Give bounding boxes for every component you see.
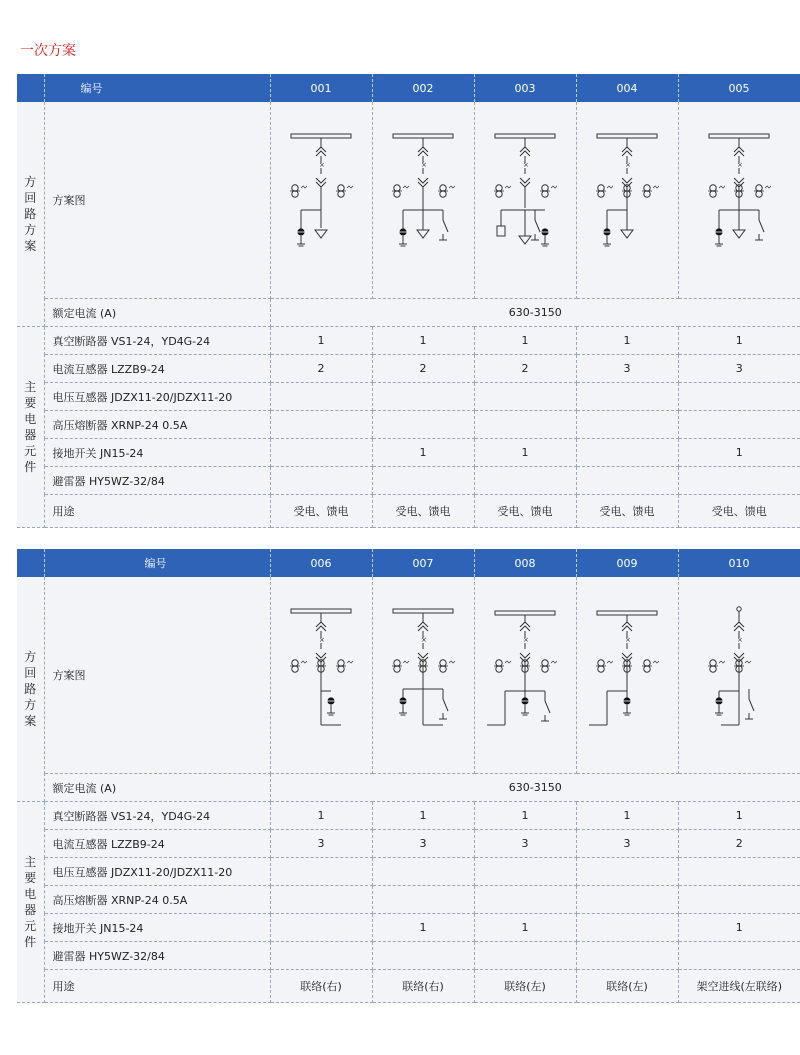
component-qty <box>270 942 372 970</box>
component-qty <box>576 858 678 886</box>
component-row <box>17 942 800 970</box>
scheme-code: 003 <box>474 74 576 102</box>
svg-text:×: × <box>421 161 427 169</box>
component-row <box>17 327 800 355</box>
scheme-code: 001 <box>270 74 372 102</box>
component-label: 接地开关 JN15-24 <box>44 439 270 467</box>
component-qty: 1 <box>372 327 474 355</box>
usage-value: 受电、馈电 <box>678 495 800 528</box>
component-qty: 1 <box>678 327 800 355</box>
schematic-diagram <box>383 130 463 270</box>
diagram-row <box>17 102 800 299</box>
table-header-row <box>17 74 800 102</box>
schematic-diagram <box>485 130 565 270</box>
component-qty: 3 <box>270 830 372 858</box>
component-qty <box>576 467 678 495</box>
scheme-code: 002 <box>372 74 474 102</box>
component-qty: 2 <box>474 355 576 383</box>
component-qty <box>576 383 678 411</box>
schematic-diagram <box>699 605 779 745</box>
scheme-code: 004 <box>576 74 678 102</box>
component-qty: 2 <box>678 830 800 858</box>
component-qty: 1 <box>474 914 576 942</box>
scheme-code: 006 <box>270 549 372 577</box>
component-label: 避雷器 HY5WZ-32/84 <box>44 467 270 495</box>
rated-current-value: 630-3150 <box>270 299 800 327</box>
schematic-cell <box>372 102 474 299</box>
component-qty: 1 <box>474 439 576 467</box>
component-qty <box>678 858 800 886</box>
header-label: 编号 <box>44 549 270 577</box>
usage-value: 联络(左) <box>474 970 576 1003</box>
component-qty <box>576 914 678 942</box>
component-label: 高压熔断器 XRNP-24 0.5A <box>44 886 270 914</box>
component-qty <box>372 383 474 411</box>
component-qty: 1 <box>474 327 576 355</box>
schematic-cell <box>678 577 800 774</box>
rated-current-value: 630-3150 <box>270 774 800 802</box>
table-header-row <box>17 549 800 577</box>
component-qty: 1 <box>576 327 678 355</box>
schematic-diagram <box>587 130 667 270</box>
schematic-cell <box>474 102 576 299</box>
usage-value: 联络(左) <box>576 970 678 1003</box>
schematic-diagram <box>699 130 779 270</box>
page-title: 一次方案 <box>20 43 76 59</box>
scheme-table-1 <box>17 74 800 528</box>
component-qty <box>270 858 372 886</box>
component-qty <box>372 858 474 886</box>
rated-current-row <box>17 299 800 327</box>
svg-text:×: × <box>737 636 744 644</box>
scheme-code: 009 <box>576 549 678 577</box>
group-label-components: 主要电器元件 <box>17 802 44 1003</box>
component-qty: 1 <box>678 802 800 830</box>
diagram-label: 方案图 <box>44 577 270 774</box>
group-label-components: 主要电器元件 <box>17 327 44 528</box>
component-qty <box>372 467 474 495</box>
schematic-diagram <box>281 605 361 745</box>
scheme-code: 010 <box>678 549 800 577</box>
usage-value: 受电、馈电 <box>270 495 372 528</box>
component-label: 电流互感器 LZZB9-24 <box>44 830 270 858</box>
component-qty <box>372 411 474 439</box>
header-label: 编号 <box>44 74 270 102</box>
svg-text:×: × <box>319 161 325 169</box>
component-qty: 3 <box>576 355 678 383</box>
component-qty <box>270 467 372 495</box>
component-qty <box>474 467 576 495</box>
component-label: 避雷器 HY5WZ-32/84 <box>44 942 270 970</box>
svg-text:×: × <box>523 636 529 644</box>
schematic-cell <box>678 102 800 299</box>
component-qty: 1 <box>576 802 678 830</box>
usage-row <box>17 970 800 1003</box>
schematic-cell <box>576 102 678 299</box>
usage-value: 架空进线(左联络) <box>678 970 800 1003</box>
component-qty <box>474 886 576 914</box>
component-qty <box>270 439 372 467</box>
component-label: 真空断路器 VS1-24，YD4G-24 <box>44 802 270 830</box>
group-label-circuit: 方回路方案 <box>17 577 44 802</box>
scheme-code: 008 <box>474 549 576 577</box>
component-label: 高压熔断器 XRNP-24 0.5A <box>44 411 270 439</box>
component-qty <box>270 411 372 439</box>
component-label: 真空断路器 VS1-24，YD4G-24 <box>44 327 270 355</box>
component-qty <box>372 886 474 914</box>
component-qty: 1 <box>678 439 800 467</box>
component-qty: 3 <box>474 830 576 858</box>
component-row <box>17 914 800 942</box>
component-row <box>17 439 800 467</box>
component-qty <box>678 411 800 439</box>
schematic-cell <box>372 577 474 774</box>
svg-text:×: × <box>737 161 744 169</box>
component-label: 接地开关 JN15-24 <box>44 914 270 942</box>
rated-current-label: 额定电流 (A) <box>44 774 270 802</box>
component-qty: 1 <box>372 439 474 467</box>
component-qty: 1 <box>270 802 372 830</box>
component-qty <box>270 383 372 411</box>
component-qty: 3 <box>678 355 800 383</box>
svg-text:×: × <box>421 636 427 644</box>
component-row <box>17 383 800 411</box>
component-qty <box>474 942 576 970</box>
component-qty <box>270 914 372 942</box>
group-label-circuit: 方回路方案 <box>17 102 44 327</box>
component-qty <box>678 886 800 914</box>
component-qty <box>474 383 576 411</box>
component-row <box>17 411 800 439</box>
component-row <box>17 467 800 495</box>
svg-text:×: × <box>625 636 631 644</box>
component-qty <box>372 942 474 970</box>
schematic-cell <box>474 577 576 774</box>
component-row <box>17 355 800 383</box>
component-qty: 2 <box>270 355 372 383</box>
schematic-cell <box>270 102 372 299</box>
schematic-cell <box>576 577 678 774</box>
component-row <box>17 830 800 858</box>
component-qty: 1 <box>474 802 576 830</box>
diagram-row <box>17 577 800 774</box>
component-qty: 1 <box>270 327 372 355</box>
component-qty: 1 <box>372 914 474 942</box>
usage-value: 联络(右) <box>270 970 372 1003</box>
usage-label: 用途 <box>44 495 270 528</box>
component-label: 电流互感器 LZZB9-24 <box>44 355 270 383</box>
component-row <box>17 886 800 914</box>
schematic-cell <box>270 577 372 774</box>
component-qty: 1 <box>372 802 474 830</box>
component-qty <box>474 858 576 886</box>
usage-value: 受电、馈电 <box>474 495 576 528</box>
usage-label: 用途 <box>44 970 270 1003</box>
usage-value: 联络(右) <box>372 970 474 1003</box>
svg-text:×: × <box>625 161 631 169</box>
header-corner <box>17 549 44 577</box>
rated-current-row <box>17 774 800 802</box>
component-qty <box>270 886 372 914</box>
usage-value: 受电、馈电 <box>372 495 474 528</box>
component-qty <box>678 942 800 970</box>
component-qty <box>678 383 800 411</box>
component-qty <box>474 411 576 439</box>
component-qty: 3 <box>576 830 678 858</box>
component-row <box>17 802 800 830</box>
component-qty: 1 <box>678 914 800 942</box>
schematic-diagram <box>485 605 565 745</box>
scheme-table-2 <box>17 549 800 1003</box>
schematic-diagram <box>383 605 463 745</box>
component-qty <box>576 942 678 970</box>
component-qty <box>678 467 800 495</box>
usage-value: 受电、馈电 <box>576 495 678 528</box>
schematic-diagram <box>281 130 361 270</box>
header-corner <box>17 74 44 102</box>
component-qty <box>576 411 678 439</box>
scheme-code: 007 <box>372 549 474 577</box>
schematic-diagram <box>587 605 667 745</box>
svg-text:×: × <box>523 161 529 169</box>
rated-current-label: 额定电流 (A) <box>44 299 270 327</box>
component-label: 电压互感器 JDZX11-20/JDZX11-20 <box>44 858 270 886</box>
component-qty <box>576 886 678 914</box>
diagram-label: 方案图 <box>44 102 270 299</box>
component-row <box>17 858 800 886</box>
component-label: 电压互感器 JDZX11-20/JDZX11-20 <box>44 383 270 411</box>
component-qty: 3 <box>372 830 474 858</box>
scheme-code: 005 <box>678 74 800 102</box>
svg-text:×: × <box>319 636 325 644</box>
component-qty <box>576 439 678 467</box>
component-qty: 2 <box>372 355 474 383</box>
usage-row <box>17 495 800 528</box>
